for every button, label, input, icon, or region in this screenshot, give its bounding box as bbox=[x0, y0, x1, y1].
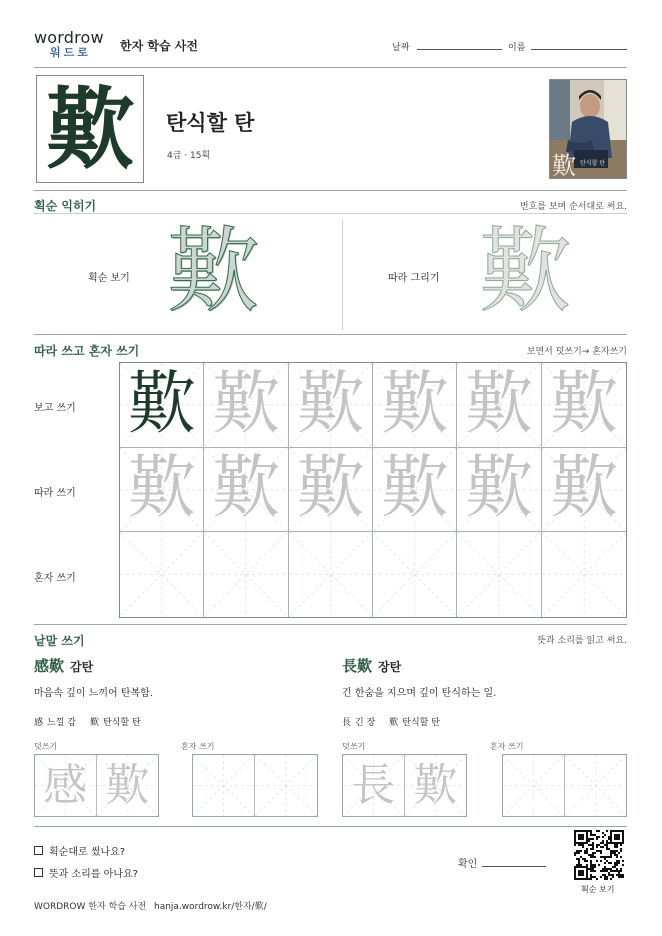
qr-label: 획순 보기 bbox=[581, 885, 615, 894]
guide-lines bbox=[120, 532, 203, 617]
stroke-view-character: 歎 bbox=[166, 218, 259, 325]
practice-cell[interactable] bbox=[120, 363, 204, 448]
practice-cell[interactable] bbox=[457, 532, 541, 617]
word-trace-character: 感 bbox=[43, 759, 88, 811]
word-2-part-1-char: 長 bbox=[342, 718, 352, 728]
practice-cell[interactable] bbox=[542, 532, 626, 617]
word-1-part-2-gloss: 탄식할 탄 bbox=[102, 718, 141, 728]
word-1-reading: 감탄 bbox=[70, 660, 94, 674]
word-cell[interactable] bbox=[255, 755, 317, 816]
word-1-part-1-char: 感 bbox=[34, 718, 44, 728]
word-trace-character: 長 bbox=[351, 759, 396, 811]
word-1-hanja: 感歎 bbox=[34, 657, 65, 675]
trace-character: 歎 bbox=[296, 364, 365, 444]
guide-lines bbox=[373, 532, 456, 617]
thumbnail-character: 歎 bbox=[552, 152, 576, 179]
hero-grade-strokes: 4급 · 15획 bbox=[167, 151, 211, 161]
word-2-trace-label: 덧쓰기 bbox=[342, 742, 366, 751]
writing-divider bbox=[34, 624, 627, 625]
word-cell[interactable] bbox=[565, 755, 627, 816]
practice-cell[interactable] bbox=[120, 448, 204, 533]
word-2-trace-box[interactable] bbox=[342, 754, 467, 817]
stroke-view-figure bbox=[160, 218, 266, 325]
trace-character: 歎 bbox=[211, 364, 280, 444]
trace-character: 歎 bbox=[464, 364, 533, 444]
thumbnail-caption: 탄식할 탄 bbox=[580, 160, 606, 167]
stroke-trace-label: 따라 그리기 bbox=[388, 273, 440, 284]
hero-divider bbox=[34, 190, 627, 191]
hero-meaning: 탄식할 탄 bbox=[166, 111, 255, 135]
practice-cell[interactable] bbox=[289, 532, 373, 617]
logo bbox=[34, 28, 114, 60]
practice-cell[interactable] bbox=[373, 532, 457, 617]
word-2-alone-box[interactable] bbox=[502, 754, 627, 817]
practice-grid bbox=[119, 362, 627, 618]
word-1-part-1-gloss: 느낄 감 bbox=[47, 718, 76, 728]
practice-cell[interactable] bbox=[373, 448, 457, 533]
guide-lines bbox=[565, 755, 627, 816]
guide-lines bbox=[289, 532, 372, 617]
footer-url[interactable]: hanja.wordrow.kr/한자/歎/ bbox=[154, 902, 267, 912]
word-1-part-2-char: 歎 bbox=[89, 718, 99, 728]
header-divider bbox=[34, 67, 627, 68]
row-label-trace: 따라 쓰기 bbox=[34, 488, 76, 499]
word-cell[interactable] bbox=[35, 755, 97, 816]
trace-character: 歎 bbox=[549, 449, 618, 529]
trace-character: 歎 bbox=[127, 449, 196, 529]
stroke-section-split bbox=[342, 220, 343, 330]
word-1-trace-box[interactable] bbox=[34, 754, 159, 817]
practice-cell[interactable] bbox=[542, 448, 626, 533]
trace-character: 歎 bbox=[380, 449, 449, 529]
word-2-meaning: 긴 한숨을 지으며 깊이 탄식하는 일. bbox=[342, 688, 497, 699]
guide-lines bbox=[193, 755, 254, 816]
word-cell[interactable] bbox=[405, 755, 467, 816]
checklist-item-1[interactable] bbox=[34, 843, 125, 858]
word-1-parts bbox=[34, 715, 141, 728]
practice-cell[interactable] bbox=[204, 363, 288, 448]
words-section-hint: 뜻과 소리를 읽고 써요. bbox=[537, 636, 627, 646]
trace-character: 歎 bbox=[380, 364, 449, 444]
practice-cell[interactable] bbox=[542, 363, 626, 448]
words-divider bbox=[34, 826, 627, 827]
guide-lines bbox=[503, 755, 564, 816]
stroke-section-hint: 번호를 보며 순서대로 써요. bbox=[519, 202, 627, 212]
row-label-look: 보고 쓰기 bbox=[34, 403, 76, 414]
logo-korean: 워드로 bbox=[50, 46, 91, 59]
word-2-reading: 장탄 bbox=[378, 660, 402, 674]
checkbox-2[interactable] bbox=[34, 868, 43, 877]
word-2-part-1-gloss: 긴 장 bbox=[355, 718, 376, 728]
stroke-view-label: 획순 보기 bbox=[88, 273, 130, 284]
word-2-alone-label: 혼자 쓰기 bbox=[490, 742, 524, 751]
word-cell[interactable] bbox=[193, 755, 255, 816]
name-label: 이름 bbox=[508, 43, 526, 53]
date-field[interactable] bbox=[417, 49, 502, 50]
qr-code[interactable] bbox=[574, 830, 624, 880]
hero-character: 歎 bbox=[45, 77, 134, 181]
trace-character: 歎 bbox=[211, 449, 280, 529]
qr-code-graphic bbox=[574, 830, 624, 880]
checkbox-1[interactable] bbox=[34, 846, 43, 855]
name-field[interactable] bbox=[531, 49, 627, 50]
word-2-heading bbox=[342, 655, 401, 676]
word-1-meaning: 마음속 깊이 느끼어 탄복함. bbox=[34, 688, 153, 699]
word-1-trace-label: 덧쓰기 bbox=[34, 742, 58, 751]
checklist-item-2-label: 뜻과 소리를 아나요? bbox=[49, 869, 138, 880]
trace-character: 歎 bbox=[296, 449, 365, 529]
header-title: 한자 학습 사전 bbox=[120, 39, 198, 53]
practice-cell[interactable] bbox=[120, 532, 204, 617]
guide-lines bbox=[457, 532, 540, 617]
practice-cell[interactable] bbox=[289, 363, 373, 448]
logo-wordmark: wordrow bbox=[34, 28, 104, 47]
practice-cell[interactable] bbox=[204, 532, 288, 617]
stroke-divider bbox=[34, 334, 627, 335]
date-label: 날짜 bbox=[392, 43, 410, 53]
practice-cell[interactable] bbox=[204, 448, 288, 533]
stroke-trace-character: 歎 bbox=[478, 218, 571, 325]
word-cell[interactable] bbox=[97, 755, 159, 816]
confirm-field[interactable] bbox=[482, 866, 546, 867]
guide-lines bbox=[204, 532, 287, 617]
word-trace-character: 歎 bbox=[413, 759, 458, 811]
word-cell[interactable] bbox=[503, 755, 565, 816]
stroke-section-title: 획순 익히기 bbox=[34, 199, 97, 213]
word-cell[interactable] bbox=[343, 755, 405, 816]
word-2-parts bbox=[342, 715, 440, 728]
word-2-part-2-gloss: 탄식할 탄 bbox=[402, 718, 440, 728]
word-1-alone-box[interactable] bbox=[192, 754, 318, 817]
word-2-hanja: 長歎 bbox=[342, 657, 373, 675]
checklist-item-1-label: 획순대로 썼나요? bbox=[49, 847, 126, 858]
word-1-alone-label: 혼자 쓰기 bbox=[181, 742, 215, 751]
word-1-heading bbox=[34, 655, 93, 676]
illustration-thumbnail bbox=[549, 79, 627, 179]
word-2-part-2-char: 歎 bbox=[389, 718, 399, 728]
writing-section-title: 따라 쓰고 혼자 쓰기 bbox=[34, 344, 140, 358]
writing-section-hint: 보면서 덧쓰기→ 혼자쓰기 bbox=[526, 347, 627, 357]
practice-cell[interactable] bbox=[373, 363, 457, 448]
trace-character: 歎 bbox=[549, 364, 618, 444]
guide-lines bbox=[542, 532, 626, 617]
word-trace-character: 歎 bbox=[105, 759, 150, 811]
checklist-item-2[interactable] bbox=[34, 865, 138, 880]
model-character: 歎 bbox=[127, 364, 196, 444]
practice-cell[interactable] bbox=[457, 448, 541, 533]
stroke-section-underline bbox=[34, 213, 627, 214]
trace-character: 歎 bbox=[464, 449, 533, 529]
hero-character-box bbox=[36, 75, 144, 183]
words-section-title: 낱말 쓰기 bbox=[34, 634, 85, 648]
footer-brand: WORDROW 한자 학습 사전 bbox=[34, 902, 147, 912]
stroke-trace-figure[interactable] bbox=[472, 218, 578, 325]
guide-lines bbox=[255, 755, 317, 816]
practice-cell[interactable] bbox=[289, 448, 373, 533]
row-label-alone: 혼자 쓰기 bbox=[34, 573, 76, 584]
confirm-label: 확인 bbox=[458, 859, 478, 870]
practice-cell[interactable] bbox=[457, 363, 541, 448]
